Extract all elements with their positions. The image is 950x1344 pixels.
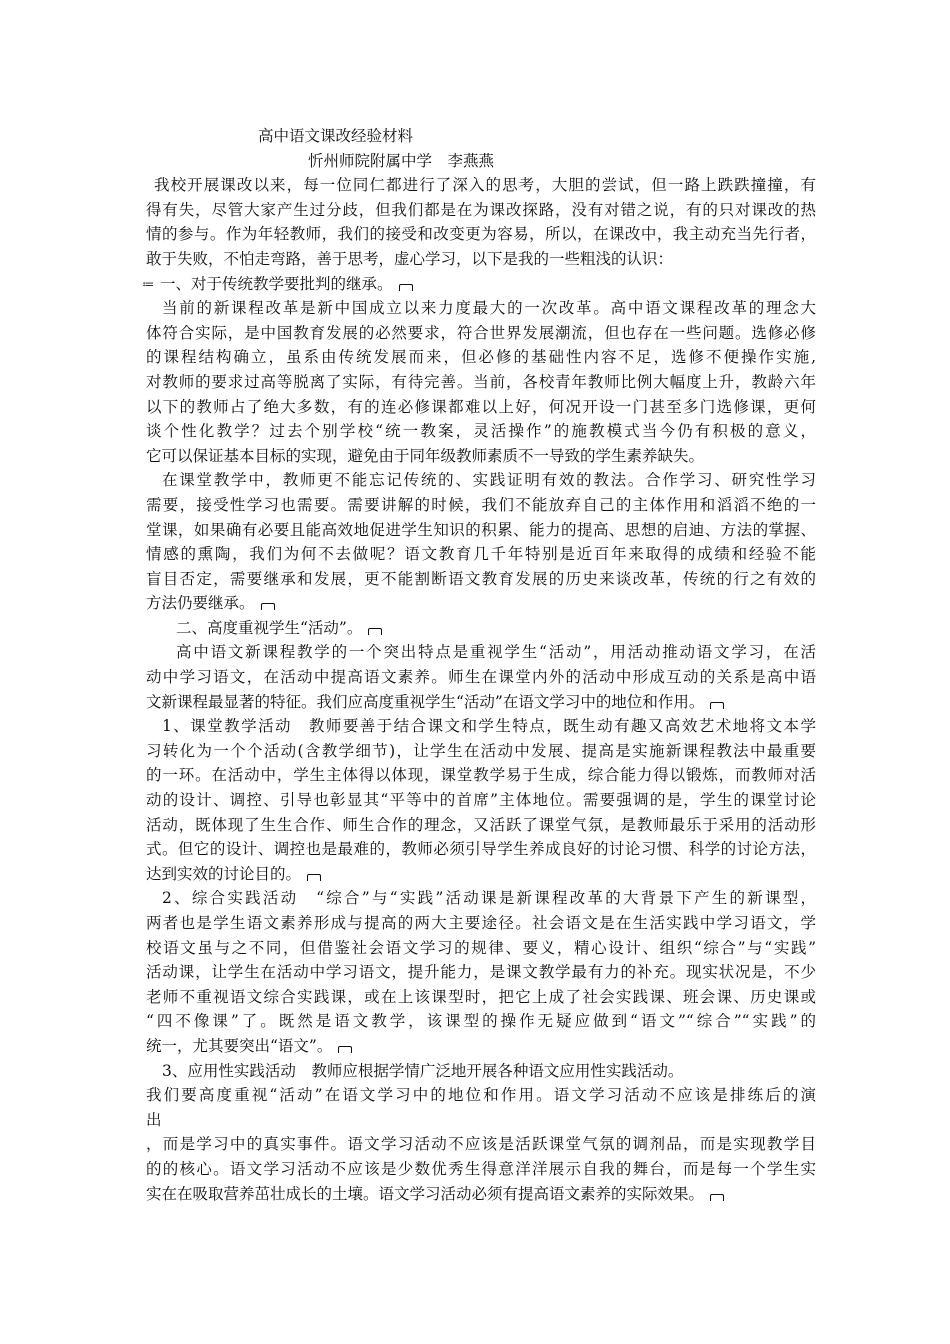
paragraph-line: 情的参与。作为年轻教师，我们的接受和改变更为容易，所以，在课改中，我主动充当先行者， [146, 225, 816, 244]
paragraph-line: 二、高度重视学生“活动”。 [146, 616, 816, 641]
paragraph-line: 实在在吸取营养茁壮成长的土壤。语文学习活动必须有提高语文素养的实际效果。 [146, 1182, 816, 1207]
paragraph-line: 活动课，让学生在活动中学习语文，提升能力，是课文教学最有力的补充。现实状况是，不少 [146, 963, 816, 982]
paragraph-line: 2、综合实践活动 “综合”与“实践”活动课是新课程改革的大背景下产生的新课型， [162, 889, 816, 908]
paragraph-mark-icon [368, 628, 382, 635]
paragraph-line: 我校开展课改以来，每一位同仁都进行了深入的思考，大胆的尝试，但一路上跌跌撞撞，有 [154, 176, 816, 195]
paragraph-mark-icon [307, 874, 321, 881]
paragraph-line: 1、课堂教学活动 教师要善于结合课文和学生特点，既生动有趣又高效艺术地将文本学 [162, 717, 816, 736]
paragraph-line: 体符合实际，是中国教育发展的必然要求，符合世界发展潮流，但也存在一些问题。选修必修 [146, 323, 816, 342]
paragraph-line: 动的设计、调控、引导也彰显其“平等中的首席”主体地位。需要强调的是，学生的课堂讨论 [146, 791, 816, 810]
paragraph-line: 式。但它的设计、调控也是最难的，教师必须引导学生养成良好的讨论习惯、科学的讨论方法， [146, 840, 816, 859]
document-title: 高中语文课改经验材料 [258, 127, 414, 145]
paragraph-line: 情感的熏陶，我们为何不去做呢？语文教育几千年特别是近百年来取得的成绩和经验不能 [146, 545, 816, 564]
document-byline: 忻州师院附属中学 李燕燕 [308, 151, 495, 170]
paragraph-line: 需要，接受性学习也需要。需要讲解的时候，我们不能放弃自己的主体作用和滔滔不绝的一 [146, 495, 816, 514]
paragraph-line: 校语文虽与之不同，但借鉴社会语文学习的规律、要义，精心设计、组织“综合”与“实践” [146, 938, 816, 957]
paragraph-line: 以下的教师占了绝大多数，有的连必修课都难以上好，何况开设一门甚至多门选修课，更何 [146, 397, 816, 416]
paragraph-line: 敢于失败，不怕走弯路，善于思考，虚心学习，以下是我的一些粗浅的认识： [146, 249, 674, 268]
paragraph-mark-icon [710, 1194, 724, 1201]
paragraph-line: 盲目否定，需要继承和发展，更不能割断语文教育发展的历史来谈改革，传统的行之有效的 [146, 569, 816, 588]
paragraph-line: 两者也是学生语文素养形成与提高的两大主要途径。社会语文是在生活实践中学习语文，学 [146, 914, 816, 932]
paragraph-line: 高中语文新课程教学的一个突出特点是重视学生“活动”，用活动推动语文学习，在活 [176, 643, 816, 662]
paragraph-line: 老师不重视语文综合实践课，或在上该课型时，把它上成了社会实践课、班会课、历史课或 [146, 987, 816, 1006]
paragraph-line: 3、应用性实践活动 教师应根据学情广泛地开展各种语文应用性实践活动。 [162, 1061, 684, 1080]
paragraph-line: 在课堂教学中，教师更不能忘记传统的、实践证明有效的教法。合作学习、研究性学习 [162, 471, 816, 490]
paragraph-mark-icon [399, 284, 413, 291]
paragraph-line: 方法仍要继承。 [146, 591, 816, 616]
paragraph-line: “四不像课”了。既然是语文教学，该课型的操作无疑应做到“语文”“综合”“实践”的 [146, 1012, 816, 1031]
paragraph-line: 堂课，如果确有必要且能高效地促进学生知识的积累、能力的提高、思想的启迪、方法的掌握、 [146, 520, 816, 539]
paragraph-line: 统一，尤其要突出“语文”。 [146, 1034, 816, 1059]
paragraph-line: ，而是学习中的真实事件。语文学习活动不应该是活跃课堂气氛的调剂品，而是实现教学目 [146, 1135, 816, 1154]
paragraph-line: 习转化为一个个活动(含教学细节)，让学生在活动中发展、提高是实施新课程教法中最重要 [146, 741, 816, 760]
paragraph-line: 动中学习语文，在活动中提高语文素养。师生在课堂内外的活动中形成互动的关系是高中语 [146, 668, 816, 687]
paragraph-line: 谈个性化教学？过去个别学校“统一教案，灵活操作”的施教模式当今仍有积极的意义， [146, 422, 816, 441]
paragraph-mark-icon [338, 1046, 352, 1053]
paragraph-line: ≔ 一、对于传统教学要批判的继承。 [146, 272, 816, 297]
paragraph-line: 得有失，尽管大家产生过分歧，但我们都是在为课改探路，没有对错之说，有的只对课改的热 [146, 200, 816, 219]
list-bullet-icon: ≔ [142, 276, 155, 291]
paragraph-mark-icon [710, 702, 724, 709]
paragraph-line: 出 [146, 1110, 162, 1129]
paragraph-line: 文新课程最显著的特征。我们应高度重视学生“活动”在语文学习中的地位和作用。 [146, 690, 816, 715]
paragraph-line: 它可以保证基本目标的实现，避免由于同年级教师素质不一导致的学生素养缺失。 [146, 446, 705, 465]
paragraph-mark-icon [261, 603, 275, 610]
paragraph-line: 达到实效的讨论目的。 [146, 862, 816, 887]
paragraph-line: 活动，既体现了生生合作、师生合作的理念，又活跃了课堂气氛，是教师最乐于采用的活动形 [146, 815, 816, 834]
paragraph-line: 的的核心。语文学习活动不应该是少数优秀生得意洋洋展示自我的舞台，而是每一个学生实 [146, 1159, 816, 1178]
paragraph-line: 的一环。在活动中，学生主体得以体现，课堂教学易于生成，综合能力得以锻炼，而教师对活 [146, 766, 816, 785]
paragraph-line: 当前的新课程改革是新中国成立以来力度最大的一次改革。高中语文课程改革的理念大 [162, 299, 816, 318]
document-body [142, 124, 816, 1206]
paragraph-line: 的课程结构确立，虽系由传统发展而来，但必修的基础性内容不足，选修不便操作实施, [146, 348, 816, 367]
paragraph-line: 我们要高度重视“活动”在语文学习中的地位和作用。语文学习活动不应该是排练后的演 [146, 1086, 816, 1105]
paragraph-line: 对教师的要求过高等脱离了实际，有待完善。当前，各校青年教师比例大幅度上升，教龄六年 [146, 372, 816, 391]
